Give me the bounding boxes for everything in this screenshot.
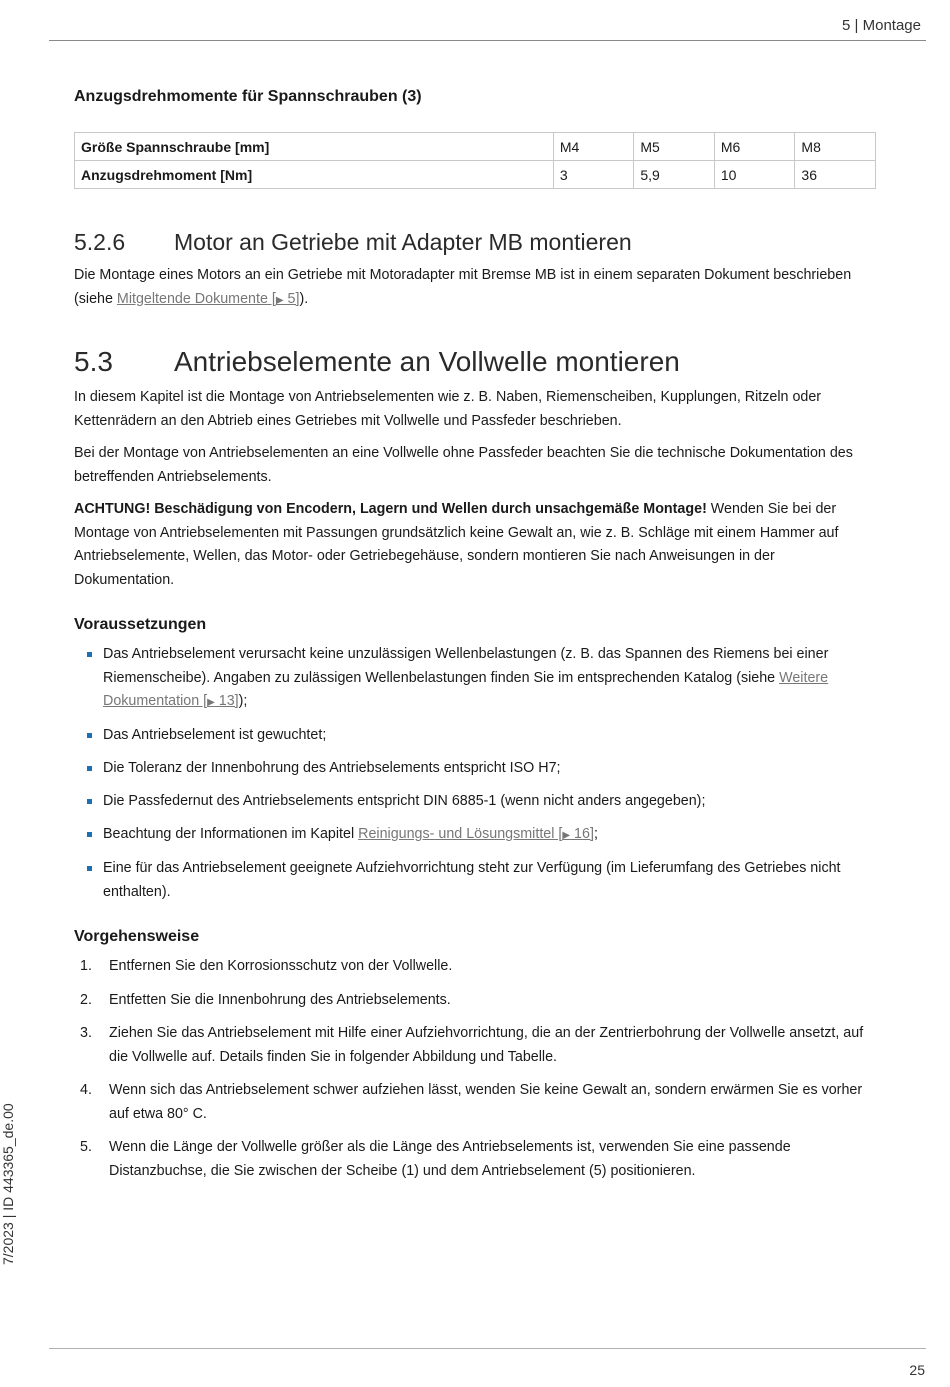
table-row-label: Anzugsdrehmoment [Nm]	[75, 161, 554, 189]
warning-label: ACHTUNG! Beschädigung von Encodern, Lagern und Wellen durch unsachgemäße Montage!	[74, 501, 707, 517]
step-number: 1.	[80, 958, 92, 974]
table-cell: 36	[795, 161, 876, 189]
section-5-3-note: Bei der Montage von Antriebselementen an eine Vollwelle ohne Passfeder beachten Sie die technische Dokumentation des betreffenden Antriebselements.	[74, 445, 853, 485]
list-item-text: Das Antriebselement ist gewuchtet;	[103, 727, 327, 743]
step-number: 4.	[80, 1082, 92, 1098]
list-item	[74, 790, 876, 814]
table-cell: M8	[795, 133, 876, 161]
list-item	[74, 724, 876, 748]
step-item	[74, 1136, 876, 1183]
table-row	[75, 133, 876, 161]
header-rule	[49, 40, 926, 41]
page-content	[74, 88, 876, 1193]
bullet-icon	[87, 766, 92, 771]
list-item-text: Die Passfedernut des Antriebselements entspricht DIN 6885-1 (wenn nicht anders angegeben);	[103, 793, 706, 809]
step-number: 3.	[80, 1025, 92, 1041]
list-item	[74, 643, 876, 715]
prerequisites-list	[74, 643, 876, 904]
section-heading-5-2-6	[74, 229, 876, 256]
section-number: 5.3	[74, 346, 113, 377]
section-5-3-intro: In diesem Kapitel ist die Montage von Antriebselementen wie z. B. Naben, Riemenscheiben, Kupplungen, Ritzeln oder Kettenrädern an den Abtrieb eines Getriebes mit Vollwelle und Passfeder beschrieben.	[74, 389, 822, 429]
page-reference-icon: ▶	[207, 697, 215, 708]
section-title: Motor an Getriebe mit Adapter MB montieren	[174, 229, 632, 255]
list-item-text: ;	[593, 826, 598, 842]
page-reference-icon: ▶	[275, 294, 284, 306]
step-item	[74, 1022, 876, 1069]
bullet-icon	[87, 832, 92, 837]
table-cell: 5,9	[634, 161, 715, 189]
link-cleaning-agents[interactable]	[358, 826, 594, 842]
body-text: ).	[299, 290, 309, 307]
step-item	[74, 955, 876, 979]
step-text: Ziehen Sie das Antriebselement mit Hilfe einer Aufziehvorrichtung, die an der Zentrierbohrung der Vollwelle ansetzt, auf die Vollwelle auf. Details finden Sie in folgender Abbildung und Tabelle.	[109, 1025, 864, 1065]
page-number: 25	[909, 1362, 925, 1378]
list-item	[74, 757, 876, 781]
section-number: 5.2.6	[74, 229, 126, 255]
table-row	[75, 161, 876, 189]
table-cell: M5	[634, 133, 715, 161]
step-item	[74, 1079, 876, 1126]
table-row-label: Größe Spannschraube [mm]	[75, 133, 554, 161]
bullet-icon	[87, 733, 92, 738]
step-text: Entfernen Sie den Korrosionsschutz von der Vollwelle.	[109, 958, 453, 974]
document-id: 7/2023 | ID 443365_de.00	[0, 1103, 16, 1265]
torque-table-heading: Anzugsdrehmomente für Spannschrauben (3)	[74, 88, 422, 105]
link-text: Weitere Dokumentation [	[103, 669, 829, 709]
prerequisites-heading: Voraussetzungen	[74, 616, 207, 633]
step-number: 2.	[80, 991, 92, 1008]
bullet-icon	[87, 866, 92, 871]
step-text: Wenn sich das Antriebselement schwer aufziehen lässt, wenden Sie keine Gewalt an, sondern erwärmen Sie es vorher auf etwa 80° C.	[109, 1082, 863, 1122]
link-page: 5]	[283, 290, 300, 307]
section-heading-5-3	[74, 346, 876, 378]
list-item	[74, 823, 876, 848]
step-number: 5.	[80, 1139, 92, 1155]
step-text: Entfetten Sie die Innenbohrung des Antriebselements.	[109, 991, 451, 1008]
link-text: Mitgeltende Dokumente [	[116, 290, 276, 307]
list-item-text: Beachtung der Informationen im Kapitel	[103, 826, 359, 842]
link-text: Reinigungs- und Lösungsmittel [	[358, 826, 563, 842]
warning-text: Wenden Sie bei der Montage von Antriebselementen mit Passungen grundsätzlich keine Gewalt an, wie z. B. Schläge mit einem Hammer auf Antriebselemente, Wellen, das Motor- oder Getriebegehäuse, sondern montieren Sie nach Anweisungen in der Dokumentation.	[74, 501, 839, 588]
procedure-heading: Vorgehensweise	[74, 928, 200, 945]
section-title: Antriebselemente an Vollwelle montieren	[174, 346, 680, 377]
section-5-2-6-text	[74, 264, 876, 312]
step-item	[74, 989, 876, 1013]
link-page: 13]	[214, 693, 239, 709]
table-cell: M6	[714, 133, 795, 161]
body-text: Die Montage eines Motors an ein Getriebe mit Motoradapter mit Bremse MB ist in einem separaten Dokument beschrieben (siehe	[74, 267, 852, 307]
link-page: 16]	[570, 826, 594, 842]
list-item-text: Eine für das Antriebselement geeignete Aufziehvorrichtung steht zur Verfügung (im Lieferumfang des Getriebes nicht enthalten).	[103, 860, 841, 900]
procedure-steps	[74, 955, 876, 1183]
bullet-icon	[87, 799, 92, 804]
list-item-text: );	[238, 693, 248, 709]
torque-table	[74, 132, 876, 189]
page-reference-icon: ▶	[562, 830, 571, 841]
table-cell: 10	[714, 161, 795, 189]
warning-paragraph	[74, 498, 876, 592]
table-cell: 3	[553, 161, 634, 189]
step-text: Wenn die Länge der Vollwelle größer als die Länge des Antriebselements ist, verwenden Sie eine passende Distanzbuchse, die Sie zwischen der Scheibe (1) und dem Antriebselement (5) positionieren.	[109, 1139, 791, 1179]
table-cell: M4	[553, 133, 634, 161]
list-item	[74, 857, 876, 904]
list-item-text: Das Antriebselement verursacht keine unzulässigen Wellenbelastungen (z. B. das Spannen des Riemens bei einer Riemenscheibe). Angaben zu zulässigen Wellenbelastungen finden Sie im entsprechenden Katalog (siehe	[103, 646, 829, 686]
running-header: 5 | Montage	[842, 17, 921, 34]
footer-rule	[49, 1348, 926, 1349]
list-item-text: Die Toleranz der Innenbohrung des Antriebselements entspricht ISO H7;	[103, 760, 561, 776]
link-related-documents[interactable]	[117, 291, 300, 307]
bullet-icon	[87, 652, 92, 657]
